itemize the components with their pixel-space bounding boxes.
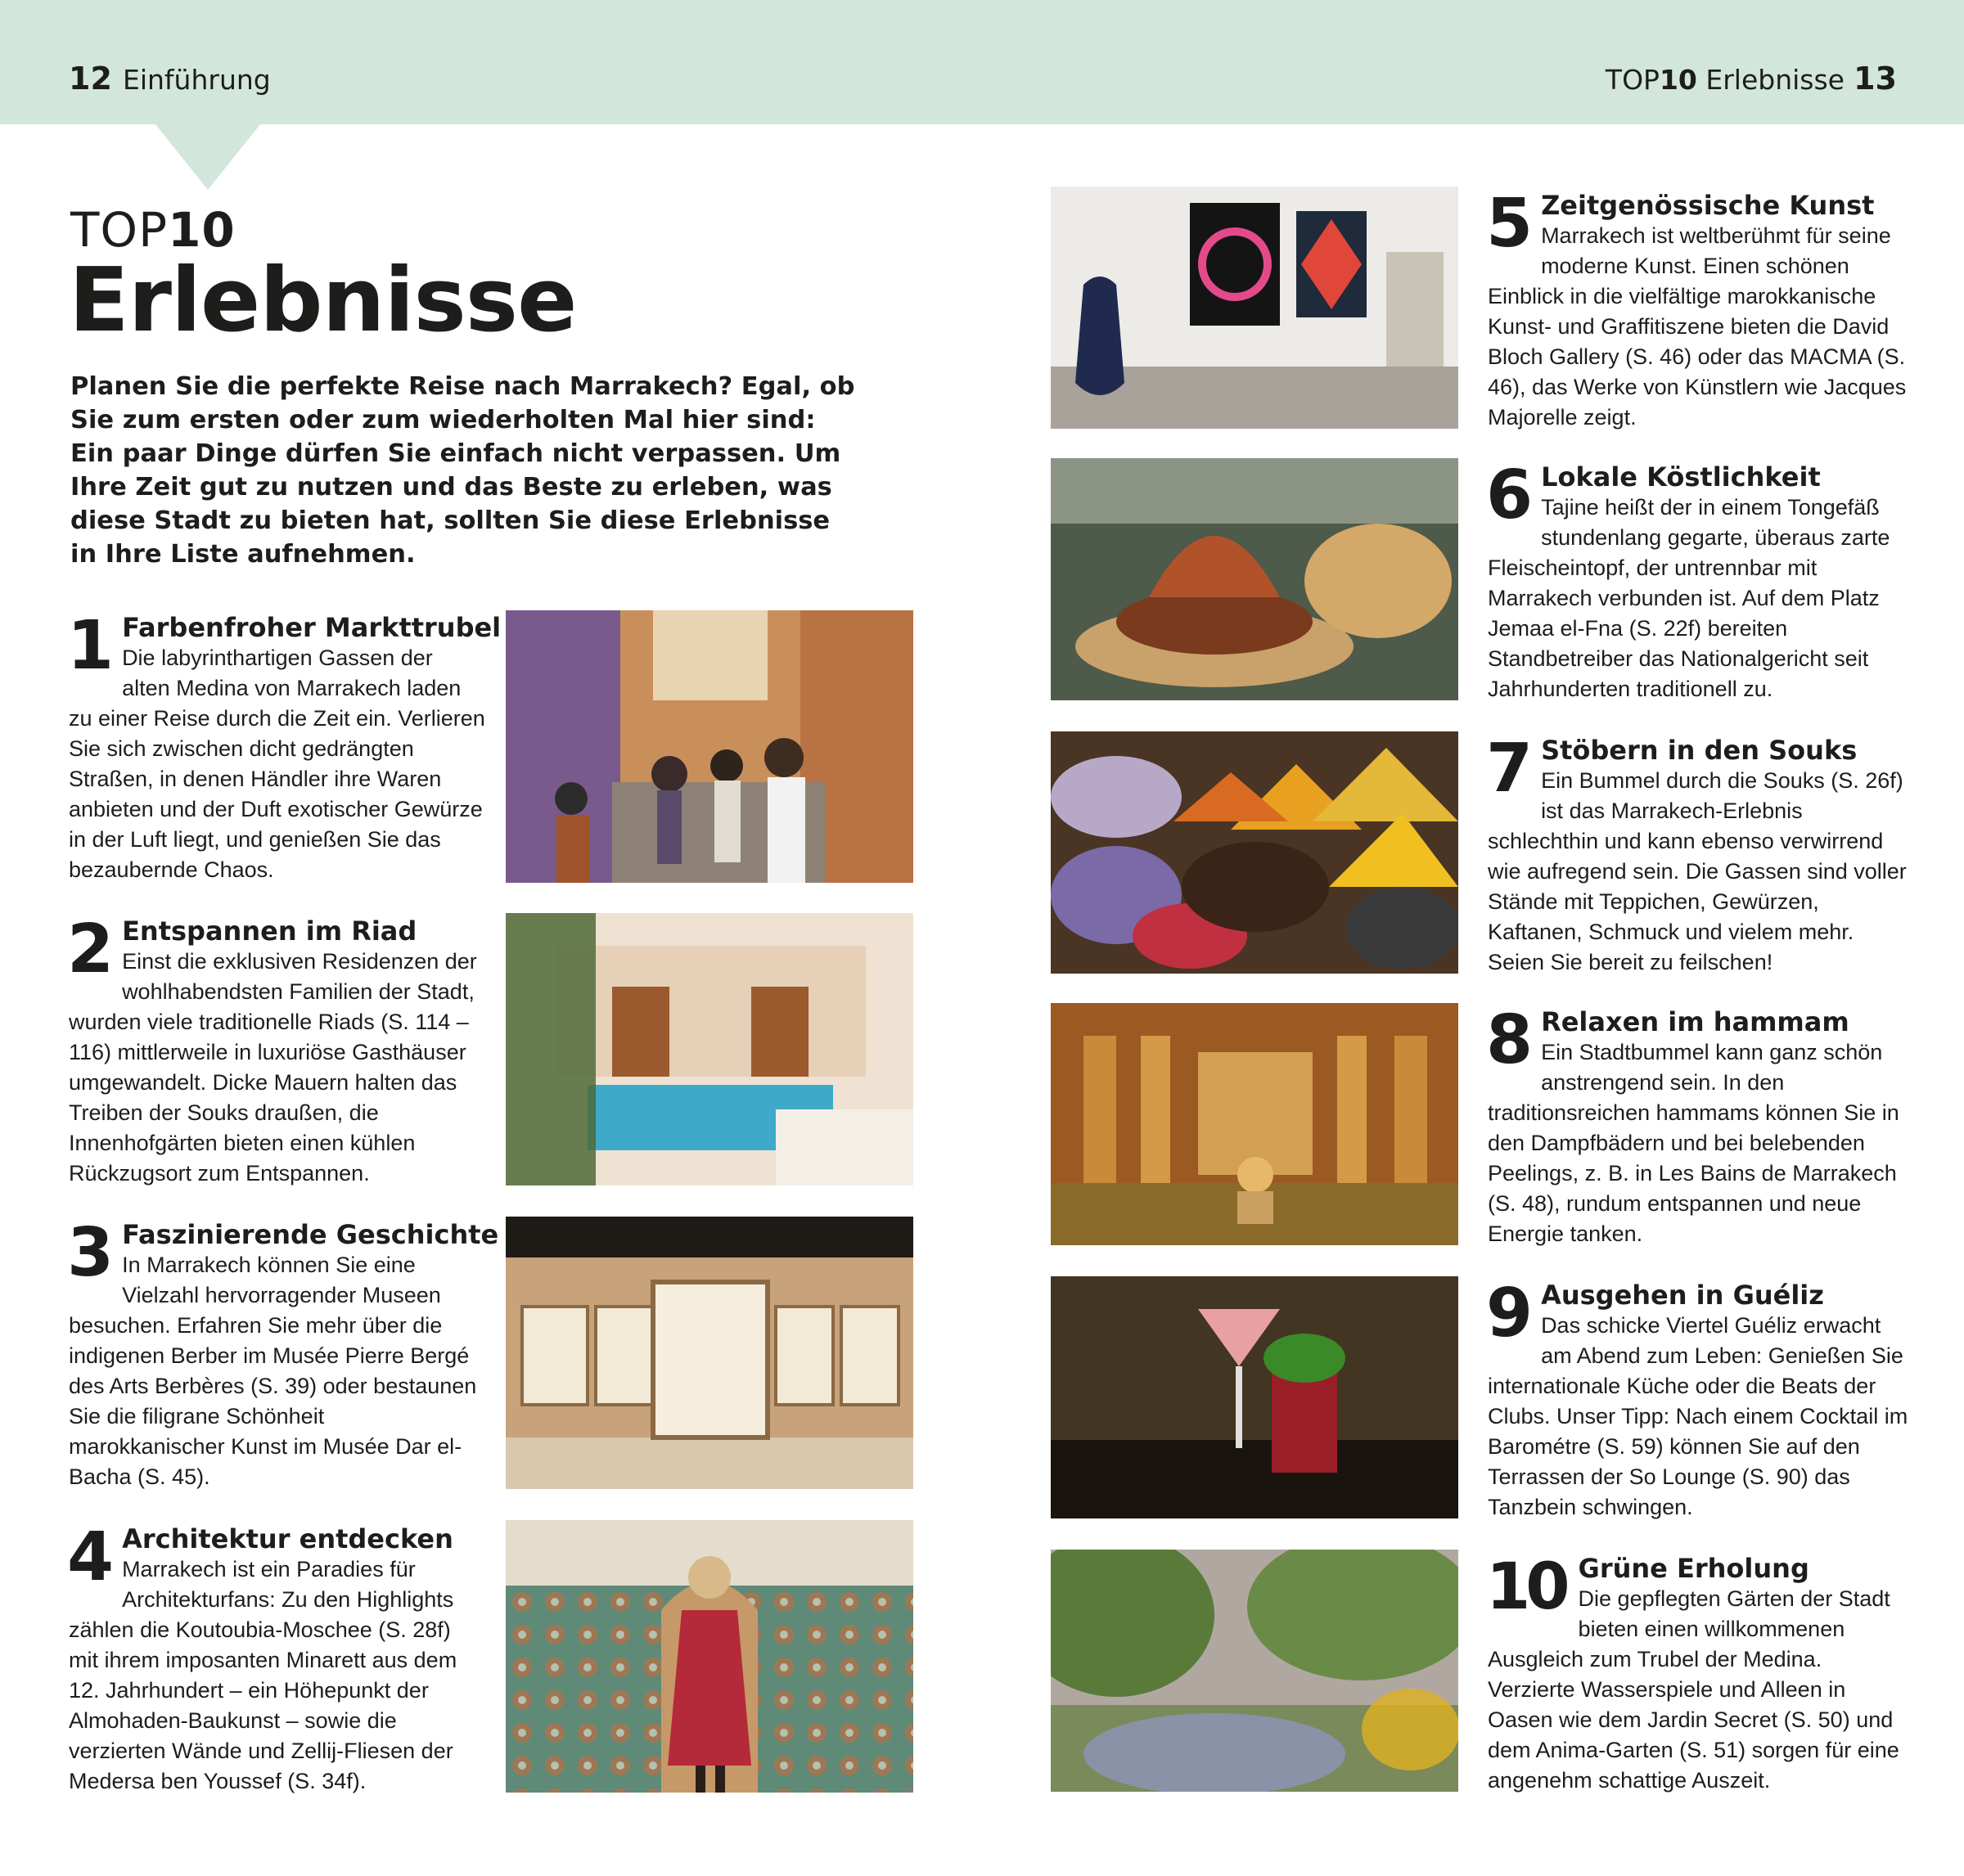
spices-photo: [1051, 731, 1458, 974]
item-heading: Stöbern in den Souks: [1541, 735, 1858, 766]
item-text: Einst die exklusiven Residenzen der wohlhabendsten Familien der Stadt, wurden viele traditionelle Riads (S. 114 – 116) mittlerweile in luxuriöse Gasthäuser umgewandelt. Dicke Mauern halten das Treiben der Souks draußen, die Innenhofgärten bieten einen kühlen Rückzugsort zum Entspannen.: [69, 949, 477, 1185]
architecture-photo: [506, 1520, 913, 1793]
museum-photo: [506, 1217, 913, 1489]
item-number: 2: [67, 911, 115, 988]
page-header: [0, 0, 1964, 124]
item-heading: Entspannen im Riad: [122, 916, 417, 947]
item-heading: Ausgehen in Guéliz: [1541, 1280, 1824, 1311]
item-heading: Zeitgenössische Kunst: [1541, 190, 1875, 221]
list-item: [67, 911, 486, 1189]
right-page-number: 13: [1854, 61, 1897, 97]
item-number: 3: [67, 1214, 115, 1292]
left-page-number: 12: [69, 61, 112, 97]
right-section-title: [1606, 64, 1845, 96]
item-text: Die labyrinthartigen Gassen der alten Medina von Marrakech laden zu einer Reise durch die Zeit ein. Verlieren Sie sich zwischen dicht gedrängten Straßen, in denen Händler ihre Waren anbieten und der Duft exotischer Gewürze in der Luft liegt, und genießen Sie das bezaubernde Chaos.: [69, 646, 485, 882]
list-item: [1486, 1001, 1913, 1249]
gallery-photo: [1051, 187, 1458, 429]
list-item: [67, 1518, 486, 1797]
riad-photo: [506, 913, 913, 1185]
item-number: 7: [1486, 730, 1534, 808]
cocktails-photo: [1051, 1276, 1458, 1518]
top-number: 10: [1659, 64, 1697, 96]
list-item: [1486, 1550, 1913, 1796]
list-item: [67, 1214, 499, 1492]
list-item: [1486, 185, 1913, 433]
item-heading: Farbenfroher Markttrubel: [122, 612, 502, 643]
item-number: 5: [1486, 185, 1534, 263]
section-word: Erlebnisse: [1696, 64, 1845, 96]
list-item: [1486, 457, 1913, 704]
item-heading: Faszinierende Geschichte: [122, 1219, 499, 1250]
list-item: [67, 607, 502, 885]
list-item: [1486, 1275, 1913, 1523]
tajine-photo: [1051, 458, 1458, 700]
item-text: Das schicke Viertel Guéliz erwacht am Abend zum Leben: Genießen Sie internationale Küche oder die Beats der Clubs. Unser Tipp: Nach einem Cocktail im Barométre (S. 59) können Sie auf den Terrassen der So Lounge (S. 90) das Tanzbein schwingen.: [1488, 1313, 1908, 1519]
item-text: Die gepflegten Gärten der Stadt bieten einen willkommenen Ausgleich zum Trubel der Medina. Verzierte Wasserspiele und Alleen in Oasen wie dem Jardin Secret (S. 50) und dem Anima-Garten (S. 51) sorgen für eine angenehm schattige Auszeit.: [1488, 1586, 1899, 1793]
item-text: In Marrakech können Sie eine Vielzahl hervorragender Museen besuchen. Erfahren Sie mehr über die indigenen Berber im Musée Pierre Bergé des Arts Berbères (S. 39) oder bestaunen Sie die filigrane Schönheit marokkanischer Kunst im Musée Dar el-Bacha (S. 45).: [69, 1253, 477, 1489]
item-heading: Grüne Erholung: [1578, 1553, 1809, 1584]
hammam-photo: [1051, 1003, 1458, 1245]
market-photo: [506, 610, 913, 883]
item-text: Ein Bummel durch die Souks (S. 26f) ist das Marrakech-Erlebnis schlechthin und kann ebenso verwirrend wie aufregend sein. Die Gassen sind voller Stände mit Teppichen, Gewürzen, Kaftanen, Schmuck und vielem mehr. Seien Sie bereit zu feilschen!: [1488, 768, 1907, 974]
item-heading: Architektur entdecken: [122, 1523, 453, 1554]
item-text: Marrakech ist weltberühmt für seine moderne Kunst. Einen schönen Einblick in die vielfältige marokkanische Kunst- und Graffitiszene bieten die David Bloch Gallery (S. 46) oder das MACMA (S. 46), das Werke von Künstlern wie Jacques Majorelle zeigt.: [1488, 223, 1907, 430]
intro-text: Planen Sie die perfekte Reise nach Marrakech? Egal, ob Sie zum ersten oder zum wiederholten Mal hier sind: Ein paar Dinge dürfen Sie einfach nicht verpassen. Um Ihre Zeit gut zu nutzen und das Beste zu erleben, was diese Stadt zu bieten hat, sollten Sie diese Erlebnisse in Ihre Liste aufnehmen.: [70, 372, 855, 569]
page-title: Erlebnisse: [69, 250, 577, 352]
item-number: 9: [1486, 1275, 1534, 1352]
item-number: 6: [1486, 457, 1534, 534]
top10-prefix: TOP: [70, 202, 169, 258]
item-text: Ein Stadtbummel kann ganz schön anstrengend sein. In den traditionsreichen hammams können Sie in den Dampfbädern und bei belebenden Peelings, z. B. in Les Bains de Marrakech (S. 48), rundum entspannen und neue Energie tanken.: [1488, 1040, 1899, 1246]
item-text: Tajine heißt der in einem Tongefäß stundenlang gegarte, überaus zarte Fleischeintopf, der untrennbar mit Marrakech verbunden ist. Auf dem Platz Jemaa el-Fna (S. 22f) bereiten Standbetreiber das Nationalgericht seit Jahrhunderten traditionell zu.: [1488, 495, 1890, 701]
item-heading: Relaxen im hammam: [1541, 1006, 1849, 1037]
item-number: 8: [1486, 1001, 1534, 1079]
header-notch: [155, 124, 260, 190]
item-text: Marrakech ist ein Paradies für Architekturfans: Zu den Highlights zählen die Koutoubia-Moschee (S. 28f) mit ihrem imposanten Minarett aus dem 12. Jahrhundert – ein Höhepunkt der Almohaden-Baukunst – sowie die verzierten Wände und Zellij-Fliesen der Medersa ben Youssef (S. 34f).: [69, 1557, 457, 1793]
item-number: 4: [67, 1518, 115, 1596]
list-item: [1486, 730, 1913, 978]
top10-number: 10: [168, 202, 236, 258]
item-number: 1: [67, 607, 115, 685]
item-heading: Lokale Köstlichkeit: [1541, 461, 1821, 493]
garden-photo: [1051, 1550, 1458, 1792]
left-section-title: Einführung: [123, 64, 271, 96]
item-number: 10: [1486, 1550, 1565, 1624]
top-prefix: TOP: [1605, 64, 1660, 96]
